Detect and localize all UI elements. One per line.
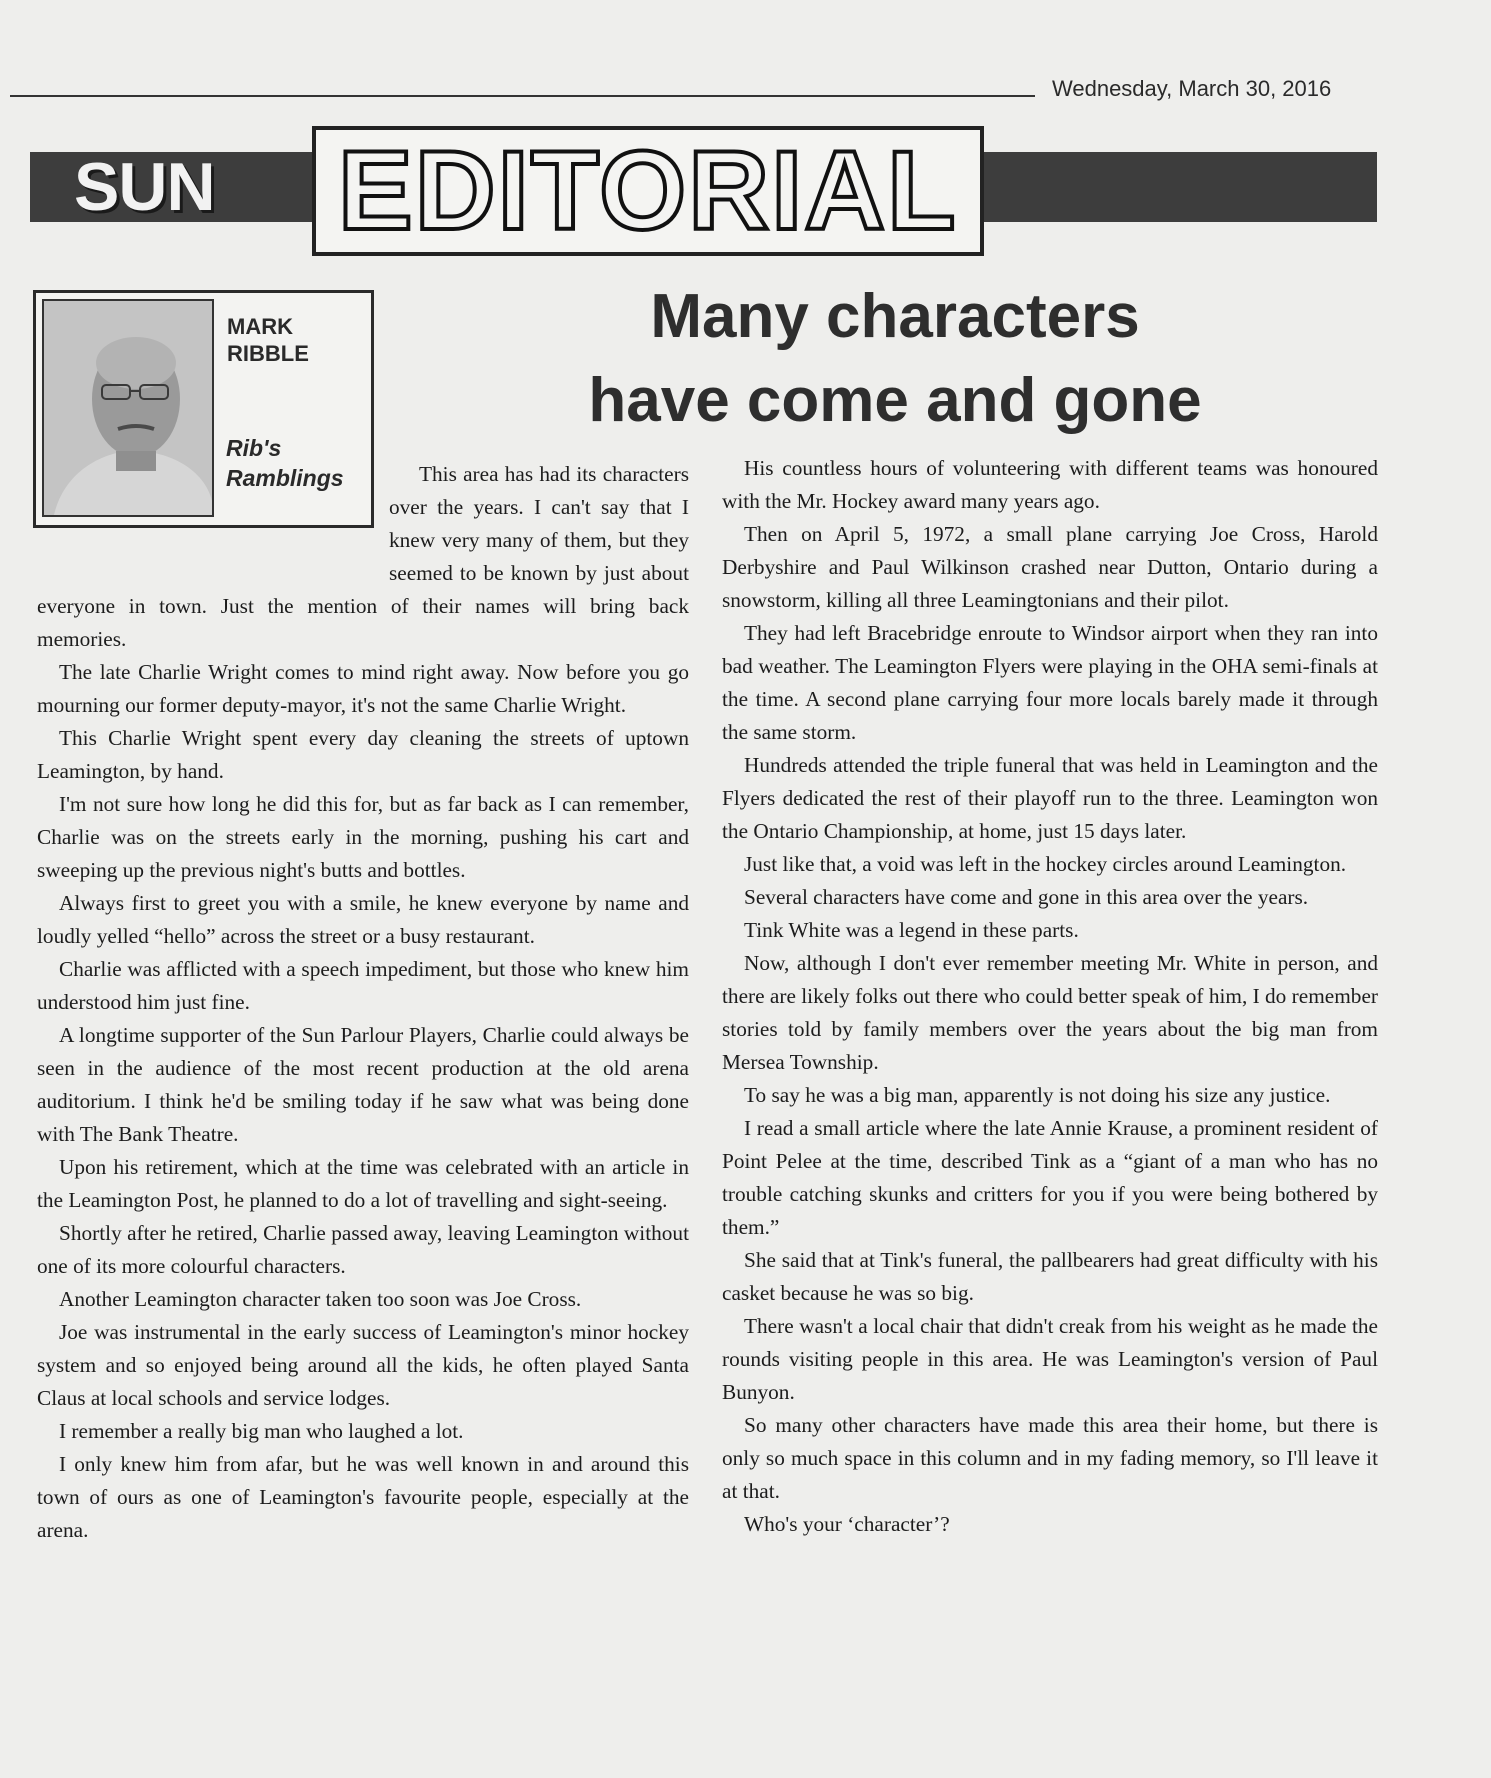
article-paragraph: To say he was a big man, apparently is not doing his size any justice.: [744, 1083, 1331, 1107]
article-paragraph: She said that at Tink's funeral, the pallbearers had great difficulty with his casket because he was so big.: [722, 1248, 1378, 1305]
article-paragraph: Joe was instrumental in the early success of Leamington's minor hockey system and so enjoyed being around all the kids, he often played Santa Claus at local schools and service lodges.: [37, 1320, 689, 1410]
column-name-line2: Ramblings: [226, 465, 344, 491]
article-paragraph: Then on April 5, 1972, a small plane carrying Joe Cross, Harold Derbyshire and Paul Wilkinson crashed near Dutton, Ontario during a snowstorm, killing all three Leamingtonians and their pilot.: [722, 522, 1378, 612]
article-headline: [470, 275, 1320, 443]
article-paragraph: Upon his retirement, which at the time was celebrated with an article in the Leamington Post, he planned to do a lot of travelling and sight-seeing.: [37, 1155, 689, 1212]
article-paragraph: So many other characters have made this area their home, but there is only so much space in this column and in my fading memory, so I'll leave it at that.: [722, 1413, 1378, 1503]
article-paragraph: I'm not sure how long he did this for, but as far back as I can remember, Charlie was on the streets early in the morning, pushing his cart and sweeping up the previous night's butts and bottles.: [37, 792, 689, 882]
article-column-right: [722, 452, 1378, 1541]
article-paragraph: They had left Bracebridge enroute to Windsor airport when they ran into bad weather. The Leamington Flyers were playing in the OHA semi-finals at the time. A second plane carrying four more locals barely made it through the same storm.: [722, 621, 1378, 744]
photo-wrap-space: [37, 458, 389, 568]
header-rule: [10, 95, 1035, 97]
issue-date: Wednesday, March 30, 2016: [1052, 76, 1332, 101]
article-paragraph: Charlie was afflicted with a speech impediment, but those who knew him understood him just fine.: [37, 957, 689, 1014]
article-paragraph: His countless hours of volunteering with different teams was honoured with the Mr. Hockey award many years ago.: [722, 456, 1378, 513]
article-paragraph: This Charlie Wright spent every day cleaning the streets of uptown Leamington, by hand.: [37, 726, 689, 783]
masthead-editorial: EDITORIAL: [312, 126, 984, 256]
article-paragraph: A longtime supporter of the Sun Parlour Players, Charlie could always be seen in the audience of the most recent production at the old arena auditorium. I think he'd be smiling today if he saw what was being done with The Bank Theatre.: [37, 1023, 689, 1146]
headline-line2: have come and gone: [588, 366, 1202, 435]
article-paragraph: This area has had its characters over the years. I can't say that I knew very many of them, but they seemed to be known by just about everyone in town. Just the mention of their names will bring back memories.: [37, 462, 689, 651]
article-paragraph: I remember a really big man who laughed a lot.: [59, 1419, 464, 1443]
headline-line1: Many characters: [650, 282, 1140, 351]
article-paragraph: Several characters have come and gone in this area over the years.: [744, 885, 1309, 909]
article-paragraph: Tink White was a legend in these parts.: [744, 918, 1079, 942]
column-name-line1: Rib's: [226, 435, 282, 461]
article-paragraph: Hundreds attended the triple funeral that was held in Leamington and the Flyers dedicated the rest of their playoff run to the three. Leamington won the Ontario Championship, at home, just 15 days later.: [722, 753, 1378, 843]
article-paragraph: Who's your ‘character’?: [744, 1512, 950, 1536]
article-paragraph: Another Leamington character taken too soon was Joe Cross.: [59, 1287, 582, 1311]
article-paragraph: Just like that, a void was left in the hockey circles around Leamington.: [744, 852, 1347, 876]
author-last-name: RIBBLE: [227, 341, 309, 366]
article-paragraph: There wasn't a local chair that didn't creak from his weight as he made the rounds visiting people in this area. He was Leamington's version of Paul Bunyon.: [722, 1314, 1378, 1404]
article-paragraph: Always first to greet you with a smile, he knew everyone by name and loudly yelled “hello” across the street or a busy restaurant.: [37, 891, 689, 948]
article-paragraph: Now, although I don't ever remember meeting Mr. White in person, and there are likely folks out there who could better speak of him, I do remember stories told by family members over the years about the big man from Mersea Township.: [722, 951, 1378, 1074]
article-column-left: [37, 458, 689, 1547]
article-paragraph: I read a small article where the late Annie Krause, a prominent resident of Point Pelee at the time, described Tink as a “giant of a man who has no trouble catching skunks and critters for you if you were being bothered by them.”: [722, 1116, 1378, 1239]
masthead-sun: SUN: [74, 149, 215, 225]
article-paragraph: I only knew him from afar, but he was well known in and around this town of ours as one of Leamington's favourite people, especially at the arena.: [37, 1452, 689, 1542]
article-paragraph: Shortly after he retired, Charlie passed away, leaving Leamington without one of its more colourful characters.: [37, 1221, 689, 1278]
article-paragraph: The late Charlie Wright comes to mind right away. Now before you go mourning our former deputy-mayor, it's not the same Charlie Wright.: [37, 660, 689, 717]
author-name: [227, 313, 357, 367]
author-first-name: MARK: [227, 314, 293, 339]
